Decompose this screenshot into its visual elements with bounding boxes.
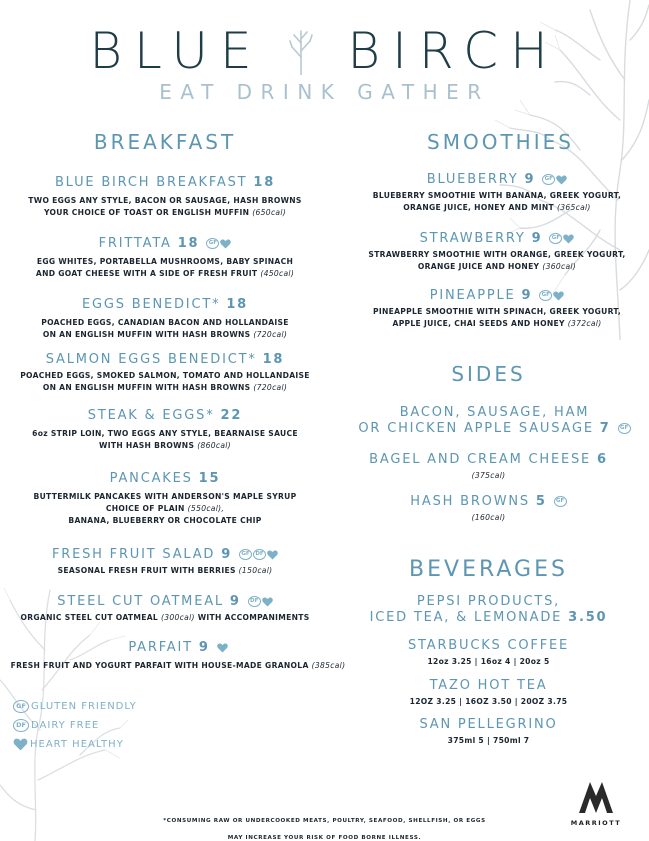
birch-twig-icon: [288, 27, 314, 75]
dairy-free-icon: DF: [248, 596, 261, 607]
heart-healthy-icon: [220, 239, 231, 249]
dairy-free-icon: DF: [253, 549, 266, 560]
gluten-friendly-icon: GF: [554, 496, 567, 507]
menu-item-blue-birch-breakfast: BLUE BIRCH BREAKFAST 18 TWO EGGS ANY STYLE, BACON OR SAUSAGE, HASH BROWNS YOUR CHOICE OF TOAST OR ENGLISH MUFFIN (650cal): [28, 175, 302, 218]
heart-healthy-icon: [563, 234, 574, 244]
menu-item-eggs-benedict: EGGS BENEDICT* 18 POACHED EGGS, CANADIAN BACON AND HOLLANDAISE ON AN ENGLISH MUFFIN WITH HASH BROWNS (720cal): [41, 297, 289, 340]
beverage-san-pellegrino: SAN PELLEGRINO 375ml 5 | 750ml 7: [419, 717, 558, 745]
heart-healthy-icon: [267, 550, 278, 560]
gluten-friendly-icon: GF: [206, 238, 219, 249]
gluten-friendly-icon: GF: [539, 290, 552, 301]
brand-logo: [0, 18, 649, 80]
smoothie-strawberry: STRAWBERRY 9 GF STRAWBERRY SMOOTHIE WITH ORANGE, GREEK YOGURT, ORANGE JUICE AND HONEY (360cal): [368, 231, 626, 272]
beverage-starbucks-coffee: STARBUCKS COFFEE 12oz 3.25 | 16oz 4 | 20oz 5: [407, 638, 570, 666]
side-bagel-cream-cheese: BAGEL AND CREAM CHEESE 6 (375cal): [369, 452, 608, 480]
heart-healthy-icon: [217, 643, 228, 653]
menu-item-parfait: PARFAIT 9 FRESH FRUIT AND YOGURT PARFAIT WITH HOUSE-MADE GRANOLA (385cal): [10, 640, 346, 670]
tagline: EAT DRINK GATHER: [159, 80, 490, 104]
dairy-free-icon: DF: [13, 719, 29, 732]
menu-item-salmon-eggs-benedict: SALMON EGGS BENEDICT* 18 POACHED EGGS, SMOKED SALMON, TOMATO AND HOLLANDAISE ON AN ENGLISH MUFFIN WITH HASH BROWNS (720cal): [20, 352, 310, 393]
gluten-friendly-icon: GF: [13, 700, 29, 713]
menu-item-steak-eggs: STEAK & EGGS* 22 6oz STRIP LOIN, TWO EGGS ANY STYLE, BEARNAISE SAUCE WITH HASH BROWNS (860cal): [32, 408, 298, 451]
heart-healthy-icon: [262, 597, 273, 607]
heart-healthy-icon: [556, 175, 567, 185]
smoothie-pineapple: PINEAPPLE 9 GF PINEAPPLE SMOOTHIE WITH SPINACH, GREEK YOGURT, APPLE JUICE, CHAI SEEDS AND HONEY (372cal): [372, 288, 622, 329]
side-bacon-sausage: BACON, SAUSAGE, HAM OR CHICKEN APPLE SAUSAGE 7 GF: [340, 405, 649, 437]
menu-item-fresh-fruit-salad: FRESH FRUIT SALAD 9 GF DF SEASONAL FRESH FRUIT WITH BERRIES (150cal): [0, 547, 330, 577]
menu-item-steel-cut-oatmeal: STEEL CUT OATMEAL 9 DF ORGANIC STEEL CUT OATMEAL (300cal) WITH ACCOMPANIMENTS: [20, 594, 310, 622]
raw-food-warning: *CONSUMING RAW OR UNDERCOOKED MEATS, POULTRY, SEAFOOD, SHELLFISH, OR EGGS MAY INCREASE YOUR RISK OF FOOD BORNE ILLNESS.: [163, 818, 486, 841]
legend-gluten-friendly: GF GLUTEN FRIENDLY: [12, 697, 137, 716]
gluten-friendly-icon: GF: [542, 174, 555, 185]
heart-healthy-icon: [13, 738, 28, 751]
gluten-friendly-icon: GF: [618, 423, 631, 434]
breakfast-heading: BREAKFAST: [93, 130, 237, 154]
legend-heart-healthy: HEART HEALTHY: [12, 735, 137, 754]
beverage-pepsi: PEPSI PRODUCTS, ICED TEA, & LEMONADE 3.50: [369, 594, 608, 625]
heart-healthy-icon: [553, 291, 564, 301]
smoothie-blueberry: BLUEBERRY 9 GF BLUEBERRY SMOOTHIE WITH BANANA, GREEK YOGURT, ORANGE JUICE, HONEY AND MINT (365cal): [372, 172, 622, 213]
menu-item-frittata: FRITTATA 18 GF EGG WHITES, PORTABELLA MUSHROOMS, BABY SPINACH AND GOAT CHEESE WITH A SIDE OF FRESH FRUIT (450cal): [35, 236, 295, 279]
beverages-heading: BEVERAGES: [409, 557, 568, 582]
gluten-friendly-icon: GF: [549, 233, 562, 244]
beverage-tazo-hot-tea: TAZO HOT TEA 12OZ 3.25 | 16OZ 3.50 | 20OZ 3.75: [409, 678, 568, 706]
gluten-friendly-icon: GF: [239, 549, 252, 560]
brand-word-right: BIRCH: [347, 21, 560, 80]
menu-item-pancakes: PANCAKES 15 BUTTERMILK PANCAKES WITH ANDERSON'S MAPLE SYRUP CHOICE OF PLAIN (550cal), BANANA, BLUEBERRY OR CHOCOLATE CHIP: [33, 471, 297, 526]
smoothies-heading: SMOOTHIES: [427, 130, 574, 154]
marriott-m-icon: [576, 780, 616, 814]
side-hash-browns: HASH BROWNS 5 GF (160cal): [340, 494, 637, 524]
sides-heading: SIDES: [451, 362, 526, 386]
brand-word-left: BLUE: [89, 21, 264, 80]
marriott-logo: MARRIOTT: [556, 780, 636, 827]
legend-dairy-free: DF DAIRY FREE: [12, 716, 137, 735]
dietary-legend: [12, 697, 137, 754]
